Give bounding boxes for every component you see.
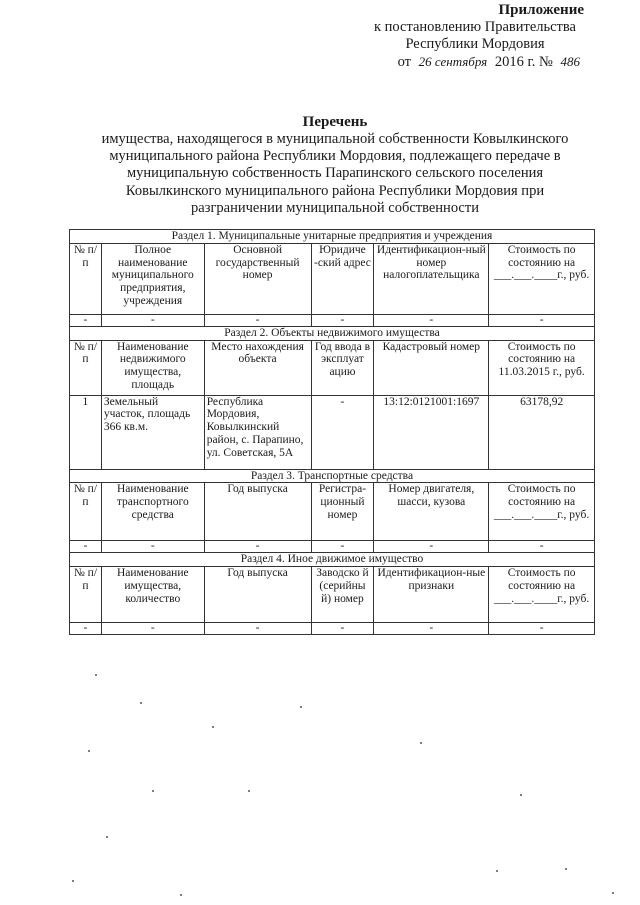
heading-line-5: разграничении муниципальной собственности (191, 199, 479, 216)
column-header: Место нахождения объекта (204, 340, 311, 395)
document-title: Перечень (302, 114, 368, 130)
speckle (520, 794, 522, 796)
table-cell: 63178,92 (489, 395, 595, 469)
column-header: Стоимость по состоянию на 11.03.2015 г., руб. (489, 340, 595, 395)
table-row (70, 395, 595, 469)
column-header: № п/п (70, 567, 102, 623)
table-cell: - (204, 623, 311, 635)
table-cell: 13:12:0121001:1697 (374, 395, 489, 469)
speckle (106, 836, 108, 838)
column-header: Стоимость по состоянию на ___.___.____г., руб. (489, 483, 595, 541)
column-header: Стоимость по состоянию на ___.___.____г., руб. (489, 243, 595, 314)
section-1-title: Раздел 1. Муниципальные унитарные предприятия и учреждения (70, 230, 595, 244)
column-header: Полное наименование муниципального предприятия, учреждения (101, 243, 204, 314)
property-table (69, 229, 595, 635)
section-4-header-row (70, 567, 595, 623)
speckle (95, 674, 97, 676)
table-cell: - (374, 623, 489, 635)
table-cell: - (374, 314, 489, 326)
speckle (88, 750, 90, 752)
column-header: № п/п (70, 483, 102, 541)
appendix-block (344, 2, 584, 71)
column-header: Наименование транспортного средства (101, 483, 204, 541)
column-header: № п/п (70, 340, 102, 395)
column-header: Наименование недвижимого имущества, площадь (101, 340, 204, 395)
column-header: Стоимость по состоянию на ___.___.____г., руб. (489, 567, 595, 623)
table-cell: - (489, 541, 595, 553)
table-cell: - (70, 314, 102, 326)
section-4-title-row (70, 553, 595, 567)
table-cell: - (489, 623, 595, 635)
table-cell: - (311, 541, 374, 553)
column-header: Год выпуска (204, 567, 311, 623)
section-3-title-row (70, 469, 595, 483)
table-cell: - (311, 623, 374, 635)
speckle (72, 880, 74, 882)
heading-line-2: муниципального района Республики Мордовия, подлежащего передаче в (109, 148, 561, 165)
appendix-title: Приложение (498, 2, 584, 18)
table-cell: - (311, 314, 374, 326)
date-year: 2016 г. (494, 54, 536, 70)
speckle (180, 894, 182, 896)
column-header: Регистра-ционный номер (311, 483, 374, 541)
column-header: Кадастровый номер (374, 340, 489, 395)
section-4-title: Раздел 4. Иное движимое имущество (70, 553, 595, 567)
section-3-header-row (70, 483, 595, 541)
section-2-title-row (70, 326, 595, 340)
column-header: Идентификацион-ный номер налогоплательщика (374, 243, 489, 314)
column-header: Юридиче -ский адрес (311, 243, 374, 314)
column-header: Год ввода в эксплуат ацию (311, 340, 374, 395)
column-header: № п/п (70, 243, 102, 314)
table-cell: - (204, 541, 311, 553)
table-cell: Земельный участок, площадь 366 кв.м. (101, 395, 204, 469)
document-heading (70, 113, 600, 217)
heading-line-3: муниципальную собственность Парапинского сельского поселения (126, 165, 544, 182)
column-header: Заводско й (серийны й) номер (311, 567, 374, 623)
scan-speckles (0, 640, 640, 905)
table-cell: - (489, 314, 595, 326)
date-prefix: от (397, 54, 412, 70)
table-cell: - (204, 314, 311, 326)
table-cell: Республика Мордовия, Ковылкинский район, с. Парапино, ул. Советская, 5А (204, 395, 311, 469)
section-2-header-row (70, 340, 595, 395)
number-label: № (539, 54, 553, 70)
speckle (152, 790, 154, 792)
speckle (248, 790, 250, 792)
table-cell: - (70, 623, 102, 635)
speckle (140, 702, 142, 704)
speckle (612, 892, 614, 894)
table-cell: - (70, 541, 102, 553)
speckle (300, 706, 302, 708)
appendix-line-2: Республики Мордовия (405, 36, 545, 52)
speckle (212, 726, 214, 728)
column-header: Основной государственный номер (204, 243, 311, 314)
decree-number: 486 (560, 54, 580, 69)
section-1-header-row (70, 243, 595, 314)
date-handwritten: 26 сентября (418, 54, 488, 69)
table-cell: - (101, 541, 204, 553)
section-3-title: Раздел 3. Транспортные средства (70, 469, 595, 483)
appendix-line-1: к постановлению Правительства (374, 19, 576, 35)
table-row (70, 541, 595, 553)
table-cell: - (374, 541, 489, 553)
table-row (70, 314, 595, 326)
column-header: Номер двигателя, шасси, кузова (374, 483, 489, 541)
table-cell: - (101, 623, 204, 635)
table-row (70, 623, 595, 635)
column-header: Идентификацион-ные признаки (374, 567, 489, 623)
column-header: Наименование имущества, количество (101, 567, 204, 623)
section-2-title: Раздел 2. Объекты недвижимого имущества (70, 326, 595, 340)
table-cell: - (101, 314, 204, 326)
speckle (496, 870, 498, 872)
heading-line-4: Ковылкинского муниципального района Республики Мордовия при (125, 182, 545, 199)
table-cell: - (311, 395, 374, 469)
column-header: Год выпуска (204, 483, 311, 541)
table-cell: 1 (70, 395, 102, 469)
appendix-date-line (344, 53, 584, 71)
heading-line-1: имущества, находящегося в муниципальной собственности Ковылкинского (101, 131, 569, 147)
speckle (565, 868, 567, 870)
speckle (420, 742, 422, 744)
section-1-title-row (70, 230, 595, 244)
